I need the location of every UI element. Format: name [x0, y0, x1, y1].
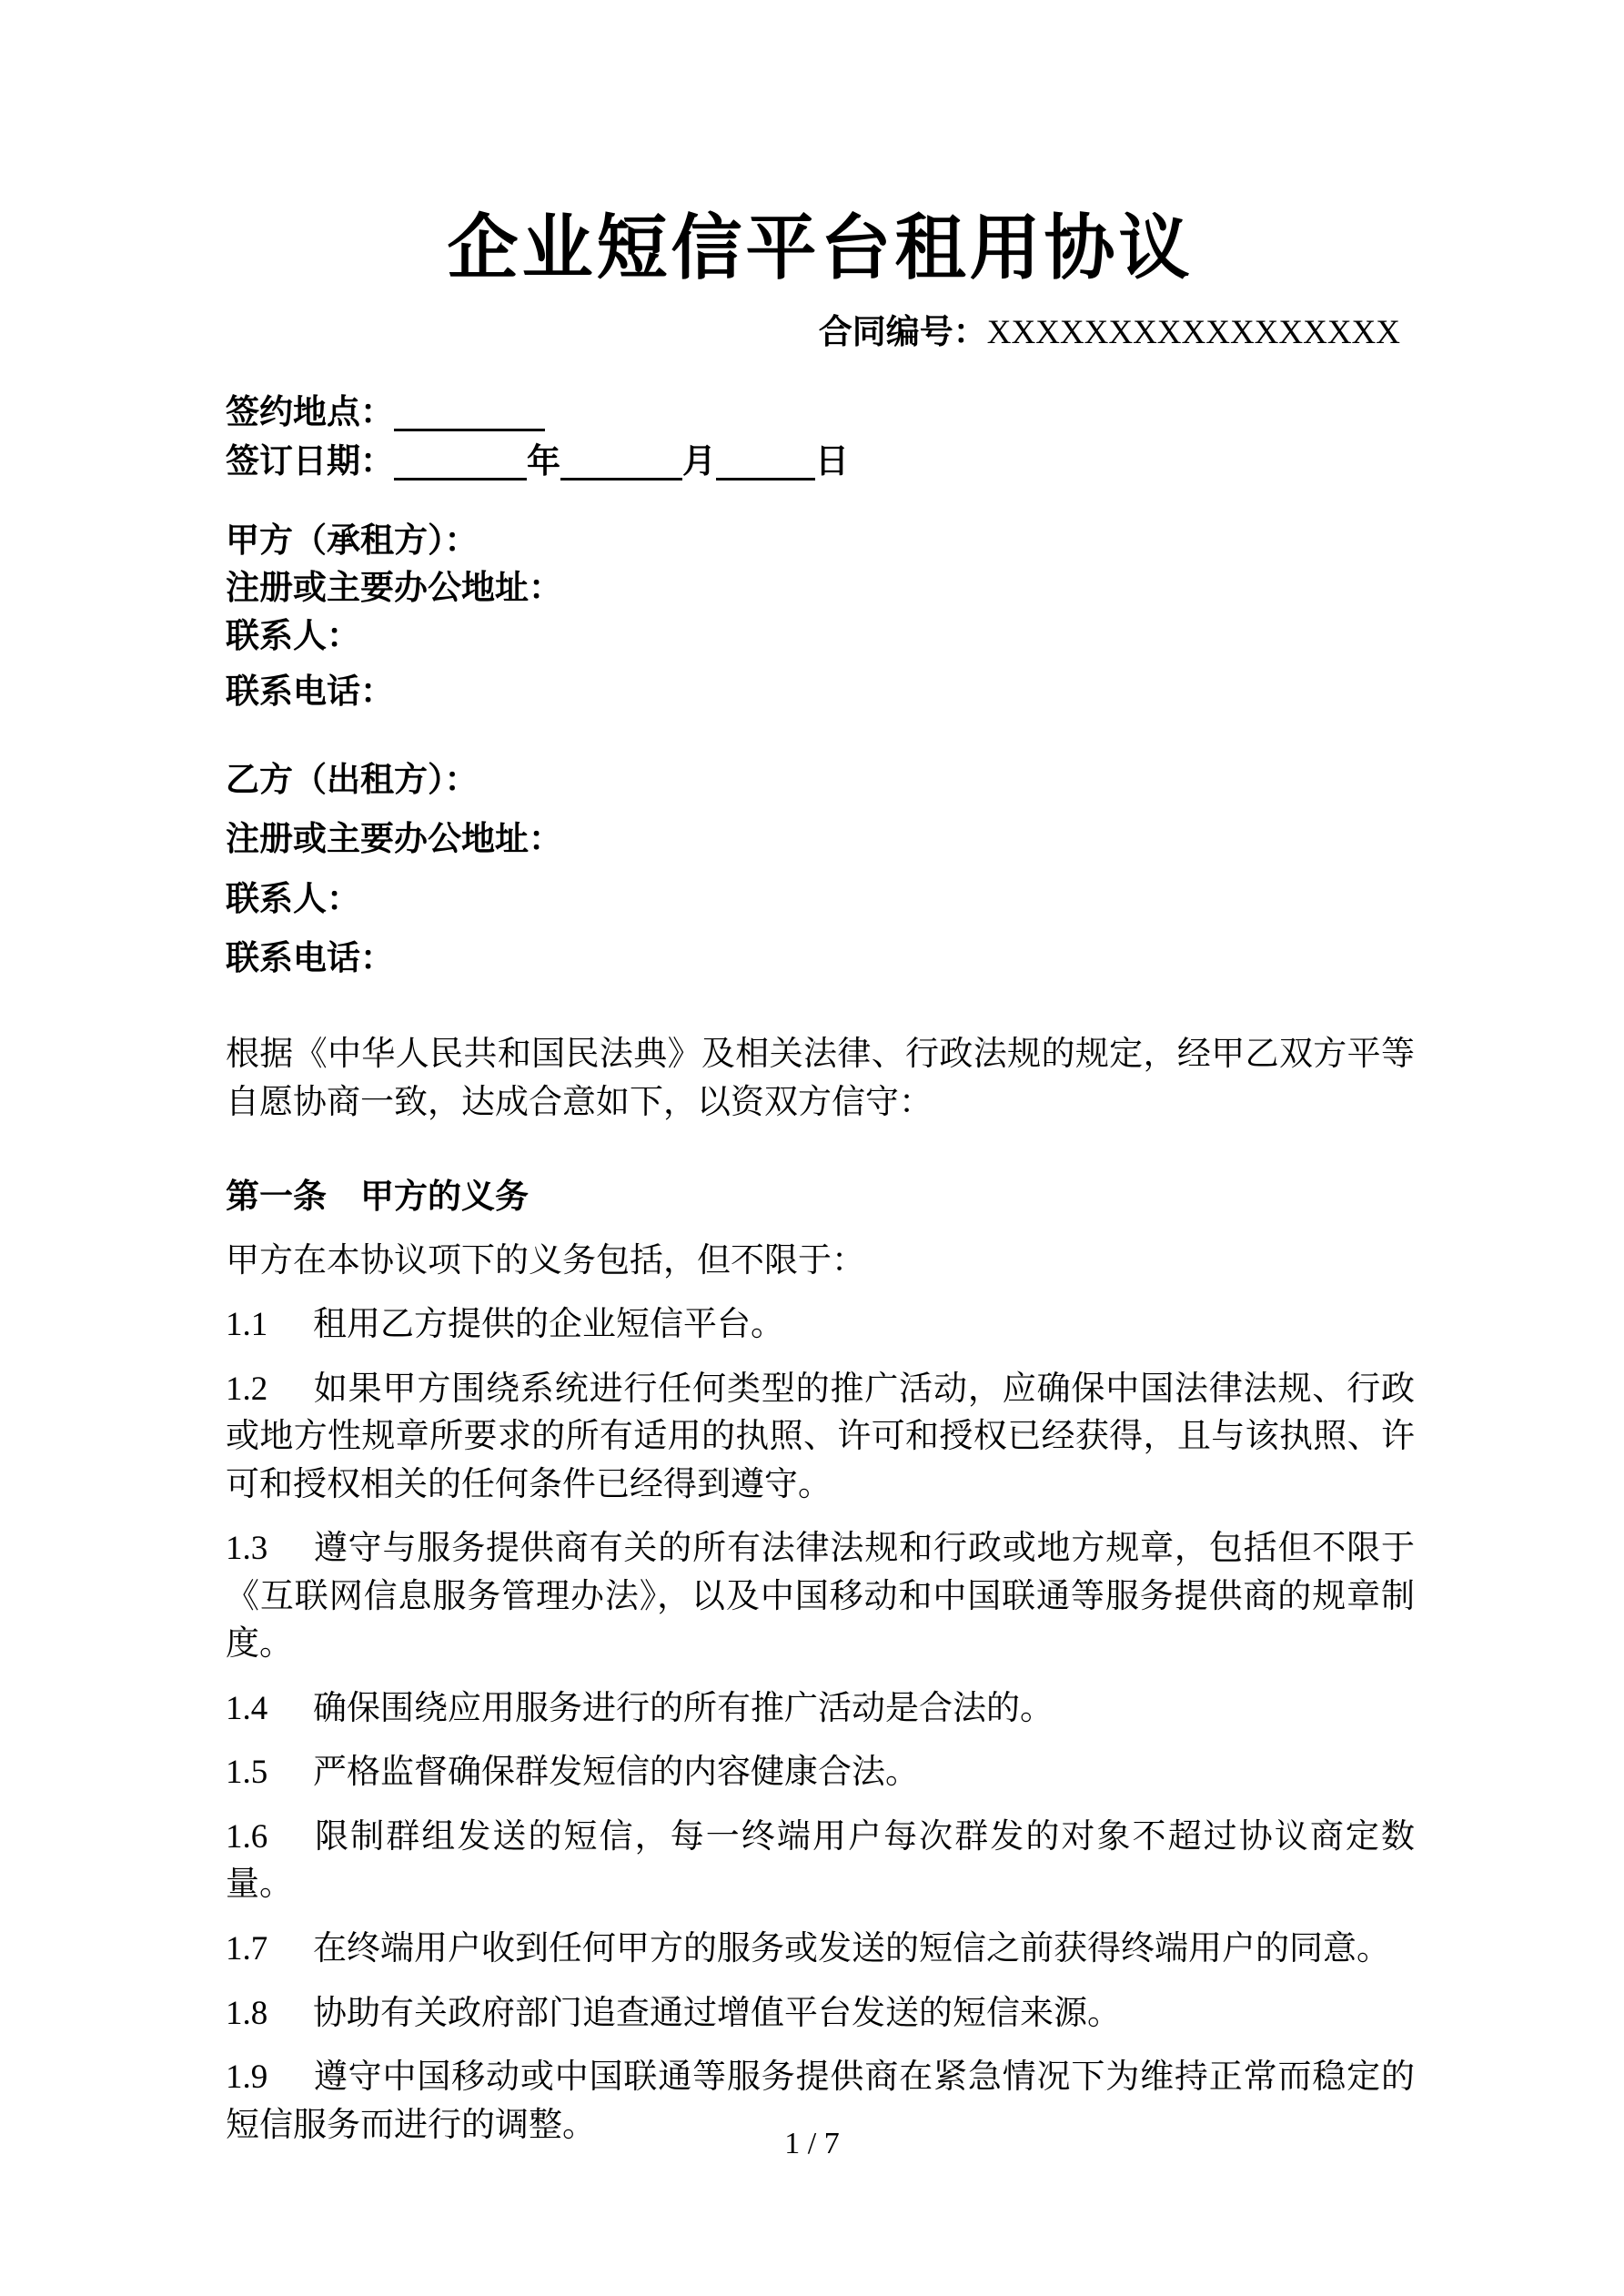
party-b-name-label: 乙方（出租方）：: [226, 761, 479, 799]
clause-text: 在终端用户收到任何甲方的服务或发送的短信之前获得终端用户的同意。: [313, 1929, 1390, 1967]
contract-number-line: [226, 309, 1415, 357]
party-a-phone-label: 联系电话：: [226, 673, 394, 712]
clause-item-1-6: [226, 1814, 1415, 1909]
party-a-name-label: 甲方（承租方）：: [226, 521, 479, 560]
party-b-address-label: 注册或主要办公地址：: [226, 821, 562, 859]
party-b-contact-label: 联系人：: [226, 880, 360, 918]
sign-date-year-blank-underline: [394, 444, 527, 480]
clause-number: 1.7: [226, 1929, 268, 1967]
clause-number: 1.2: [226, 1370, 268, 1408]
sign-date-day-blank-underline: [716, 444, 815, 480]
sign-date-day-char: 日: [815, 443, 849, 481]
party-a-contact-label: 联系人：: [226, 617, 360, 655]
sign-place-label: 签约地点：: [226, 394, 394, 432]
clause-number: 1.1: [226, 1306, 268, 1344]
clause-text: 严格监督确保群发短信的内容健康合法。: [313, 1754, 919, 1792]
clause-item-1-3: [226, 1525, 1415, 1669]
clause-text: 租用乙方提供的企业短信平台。: [313, 1306, 784, 1344]
article1-intro: 甲方在本协议项下的义务包括，但不限于：: [226, 1241, 865, 1279]
clause-text: 限制群组发送的短信，每一终端用户每次群发的对象不超过协议商定数量。: [226, 1817, 1415, 1904]
signing-info-block: [226, 389, 1415, 486]
clause-number: 1.9: [226, 2058, 268, 2097]
clause-item-1-7: [226, 1926, 1415, 1974]
sign-place-blank-underline: [394, 395, 545, 431]
preamble-paragraph: 根据《中华人民共和国民法典》及相关法律、行政法规的规定，经甲乙双方平等自愿协商一致，达成合意如下，以资双方信守：: [226, 1036, 1415, 1121]
page-number: 1 / 7: [784, 2127, 840, 2160]
party-b-phone-label: 联系电话：: [226, 940, 394, 978]
clause-item-1-1: [226, 1301, 1415, 1350]
sign-date-line: [226, 438, 1415, 487]
clause-number: 1.8: [226, 1994, 268, 2032]
sign-date-label: 签订日期：: [226, 443, 394, 481]
clause-item-1-2: [226, 1366, 1415, 1510]
clause-number: 1.6: [226, 1817, 268, 1856]
sign-date-month-char: 月: [682, 443, 716, 481]
article1-heading: 第一条 甲方的义务: [226, 1178, 529, 1217]
sign-place-line: [226, 389, 1415, 438]
contract-number-value: XXXXXXXXXXXXXXXXX: [986, 313, 1400, 351]
clause-text: 如果甲方围绕系统进行任何类型的推广活动，应确保中国法律法规、行政或地方性规章所要求的所有适用的执照、许可和授权已经获得，且与该执照、许可和授权相关的任何条件已经得到遵守。: [226, 1370, 1415, 1503]
clause-item-1-5: [226, 1749, 1415, 1797]
clause-number: 1.5: [226, 1754, 268, 1792]
party-a-address-label: 注册或主要办公地址：: [226, 570, 562, 608]
clause-text: 协助有关政府部门追查通过增值平台发送的短信来源。: [313, 1994, 1121, 2032]
clause-item-1-8: [226, 1990, 1415, 2038]
clause-text: 确保围绕应用服务进行的所有推广活动是合法的。: [313, 1689, 1054, 1727]
sign-date-month-blank-underline: [560, 444, 682, 480]
clause-number: 1.4: [226, 1689, 268, 1727]
clause-text: 遵守与服务提供商有关的所有法律法规和行政或地方规章，包括但不限于《互联网信息服务管理办法》，以及中国移动和中国联通等服务提供商的规章制度。: [226, 1530, 1415, 1664]
sign-date-year-char: 年: [527, 443, 560, 481]
clause-text: 遵守中国移动或中国联通等服务提供商在紧急情况下为维持正常而稳定的短信服务而进行的调整。: [226, 2058, 1415, 2144]
document-title: 企业短信平台租用协议: [447, 208, 1194, 288]
contract-number-label: 合同编号：: [818, 313, 987, 351]
clause-item-1-4: [226, 1685, 1415, 1734]
party-a-block: [226, 518, 1415, 717]
party-b-block: [226, 757, 1415, 984]
clause-number: 1.3: [226, 1530, 268, 1568]
